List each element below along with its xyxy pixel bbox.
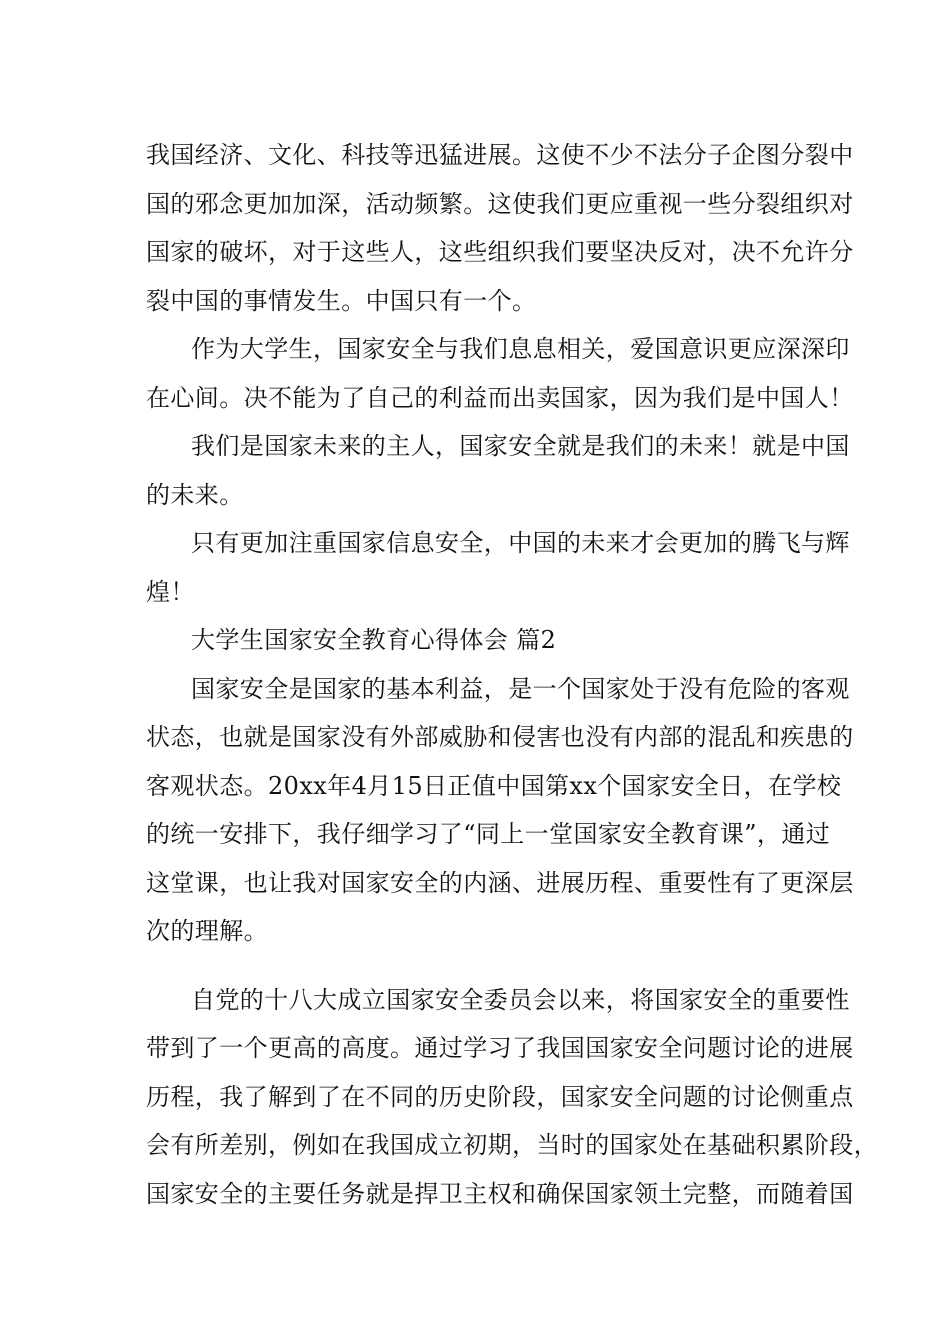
body-line: 国家安全的主要任务就是捍卫主权和确保国家领土完整，而随着国 xyxy=(146,1179,854,1208)
document-body xyxy=(146,131,878,1218)
body-line: 会有所差别，例如在我国成立初期，当时的国家处在基础积累阶段， xyxy=(146,1131,878,1159)
body-line: 在心间。决不能为了自己的利益而出卖国家，因为我们是中国人！ xyxy=(146,383,854,412)
body-line: 我国经济、文化、科技等迅猛进展。这使不少不法分子企图分裂中 xyxy=(146,141,854,169)
body-line: 国的邪念更加加深，活动频繁。这使我们更应重视一些分裂组织对 xyxy=(146,189,854,218)
body-line: 的统一安排下，我仔细学习了“同上一堂国家安全教育课”，通过 xyxy=(146,820,831,848)
body-line: 客观状态。20xx年4月15日正值中国第xx个国家安全日，在学校 xyxy=(146,771,842,800)
body-line: 国家安全是国家的基本利益，是一个国家处于没有危险的客观 xyxy=(191,674,850,703)
body-line: 国家的破坏，对于这些人，这些组织我们要坚决反对，决不允许分 xyxy=(146,238,854,266)
body-line: 煌！ xyxy=(146,577,195,606)
body-line: 我们是国家未来的主人，国家安全就是我们的未来！就是中国 xyxy=(191,432,850,460)
body-line: 历程，我了解到了在不同的历史阶段，国家安全问题的讨论侧重点 xyxy=(146,1082,854,1111)
body-line: 只有更加注重国家信息安全，中国的未来才会更加的腾飞与辉 xyxy=(191,529,850,557)
body-line: 的未来。 xyxy=(146,480,244,509)
section-heading: 大学生国家安全教育心得体会 篇2 xyxy=(191,626,557,654)
body-line: 自党的十八大成立国家安全委员会以来，将国家安全的重要性 xyxy=(191,985,850,1014)
body-line: 裂中国的事情发生。中国只有一个。 xyxy=(146,286,537,315)
body-line: 作为大学生，国家安全与我们息息相关，爱国意识更应深深印 xyxy=(191,335,850,363)
body-line: 次的理解。 xyxy=(146,917,268,945)
body-line: 带到了一个更高的高度。通过学习了我国国家安全问题讨论的进展 xyxy=(146,1034,854,1062)
body-line: 这堂课，也让我对国家安全的内涵、进展历程、重要性有了更深层 xyxy=(146,868,854,897)
body-line: 状态，也就是国家没有外部威胁和侵害也没有内部的混乱和疾患的 xyxy=(146,723,854,751)
